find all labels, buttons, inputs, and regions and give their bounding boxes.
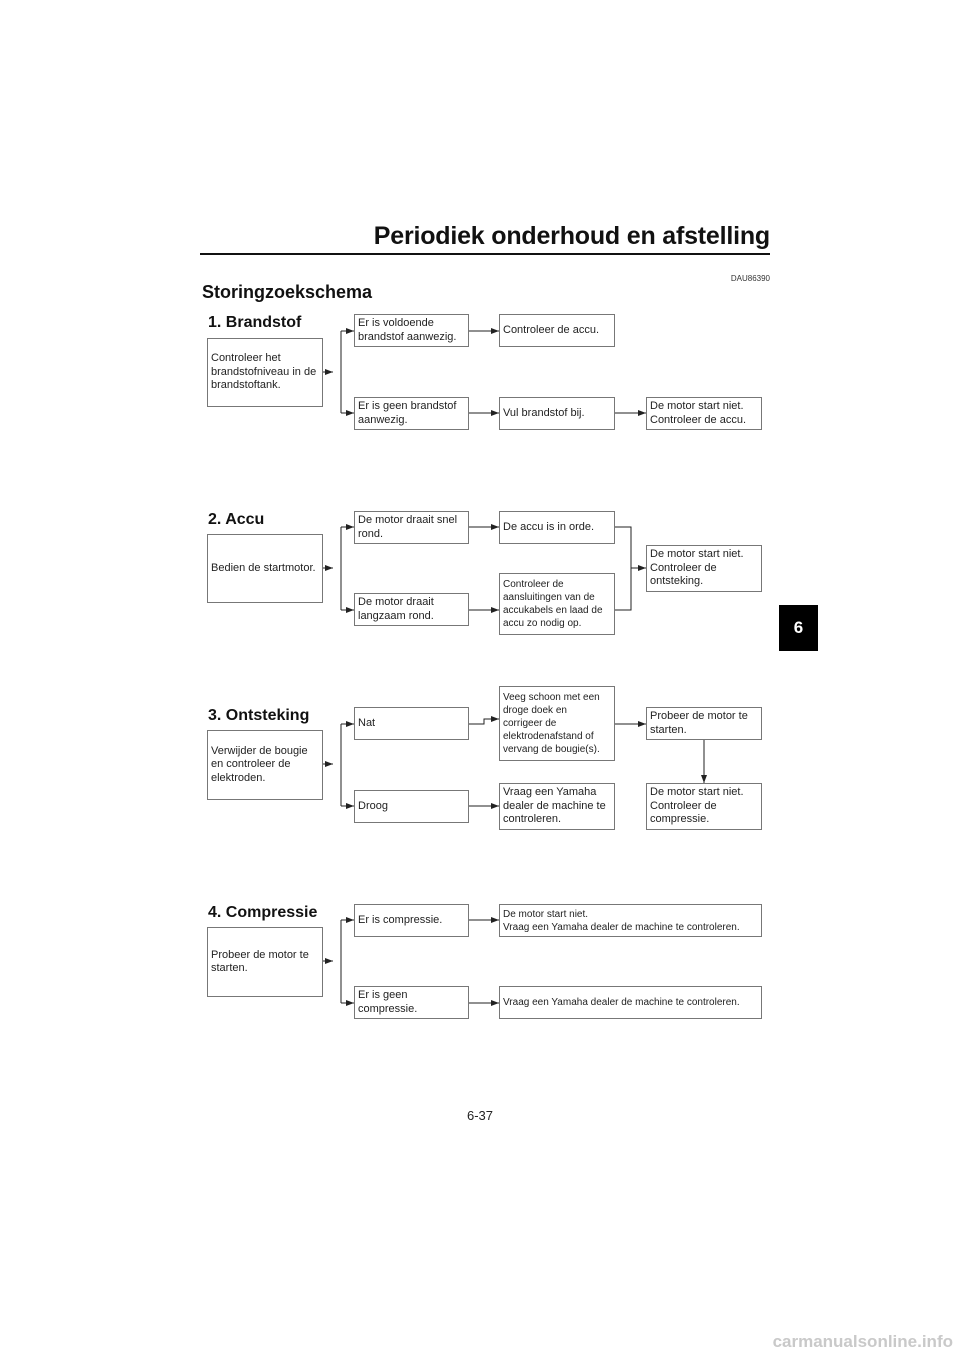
s1-branch-b-result-box: De motor start niet. Controleer de accu.: [646, 397, 762, 430]
s2-branch-a-box: De motor draait snel rond.: [354, 511, 469, 544]
s3-branch-a-action-box: Veeg schoon met een droge doek en corrigeer de elektrodenafstand of vervang de bougie(s).: [499, 686, 615, 761]
section-title: Storingzoekschema: [202, 282, 373, 302]
s4-branch-a-result-box: De motor start niet. Vraag een Yamaha dealer de machine te controleren.: [499, 904, 762, 937]
section-accu-title: 2. Accu: [208, 511, 265, 528]
s1-branch-a-result-box: Controleer de accu.: [499, 314, 615, 347]
s1-start-box: Controleer het brandstofniveau in de brandstoftank.: [207, 338, 323, 407]
s3-branch-a-final-box: De motor start niet. Controleer de compressie.: [646, 783, 762, 830]
s2-merge: [615, 527, 631, 610]
s2-branch-a-result-box: De accu is in orde.: [499, 511, 615, 544]
s4-start-box: Probeer de motor te starten.: [207, 927, 323, 997]
s3-branch-b-result-box: Vraag een Yamaha dealer de machine te controleren.: [499, 783, 615, 830]
s2-branch-b-action-box: Controleer de aansluitingen van de accukabels en laad de accu zo nodig op.: [499, 573, 615, 635]
s3-start-box: Verwijder de bougie en controleer de elektroden.: [207, 730, 323, 800]
s1-branch-a-box: Er is voldoende brandstof aanwezig.: [354, 314, 469, 347]
s4-branch-b-box: Er is geen compressie.: [354, 986, 469, 1019]
s4-branch-a-box: Er is compressie.: [354, 904, 469, 937]
s4-branch-b-result-box: Vraag een Yamaha dealer de machine te controleren.: [499, 986, 762, 1019]
document-code: DAU86390: [730, 274, 770, 283]
s1-branch-b-action-box: Vul brandstof bij.: [499, 397, 615, 430]
section-ontsteking-title: 3. Ontsteking: [208, 707, 310, 724]
page-header-title: Periodiek onderhoud en afstelling: [373, 222, 770, 250]
s3-branch-a-box: Nat: [354, 707, 469, 740]
section-brandstof-title: 1. Brandstof: [208, 314, 302, 331]
s3-a-to-action: [469, 719, 499, 724]
s1-branch-b-box: Er is geen brandstof aanwezig.: [354, 397, 469, 430]
page-number: 6-37: [466, 1108, 494, 1123]
chapter-tab[interactable]: 6: [779, 605, 818, 651]
s2-start-box: Bedien de startmotor.: [207, 534, 323, 603]
section-compressie-title: 4. Compressie: [208, 904, 318, 921]
s3-branch-b-box: Droog: [354, 790, 469, 823]
watermark: carmanualsonline.info: [772, 1332, 953, 1351]
s3-branch-a-result-box: Probeer de motor te starten.: [646, 707, 762, 740]
s2-final-box: De motor start niet. Controleer de ontsteking.: [646, 545, 762, 592]
s2-branch-b-box: De motor draait langzaam rond.: [354, 593, 469, 626]
